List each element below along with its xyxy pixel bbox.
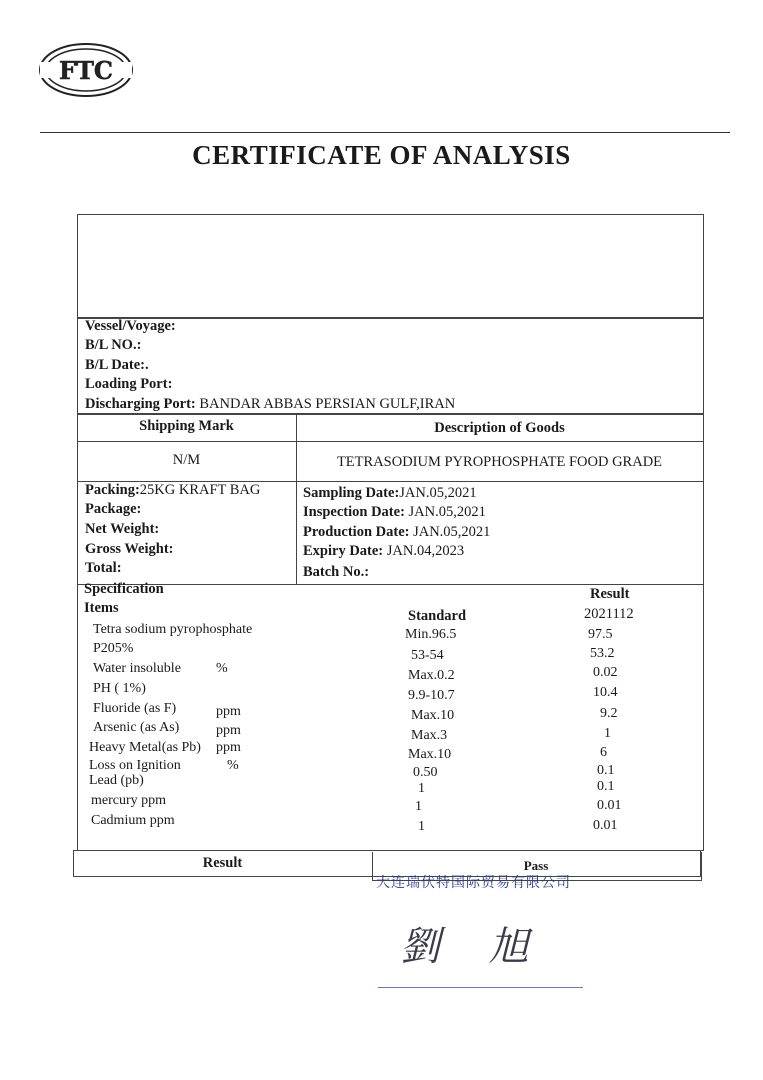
vessel-label: Vessel/Voyage: (85, 318, 176, 334)
company-logo (38, 42, 134, 98)
spec-result-3: 10.4 (593, 685, 618, 700)
detail-left-1: Package: (85, 501, 142, 517)
spec-standard-6: Max.10 (408, 747, 452, 762)
spec-item-7: Loss on Ignition (89, 758, 181, 773)
description-header: Description of Goods (434, 420, 565, 436)
shipping-mark-value: N/M (172, 452, 201, 468)
result-value: Pass (523, 858, 549, 873)
detail-left-2: Net Weight: (85, 521, 160, 537)
spec-item-10: Cadmium ppm (91, 813, 175, 828)
spec-unit-7: % (227, 758, 239, 773)
shipping-mark-header: Shipping Mark (139, 418, 234, 434)
company-seal: 大连瑞伏特国际贸易有限公司 (376, 875, 571, 891)
spec-item-8: Lead (pb) (89, 773, 144, 788)
description-value: TETRASODIUM PYROPHOSPHATE FOOD GRADE (336, 454, 663, 470)
spec-item-0: Tetra sodium pyrophosphate (93, 622, 253, 637)
spec-standard-2: Max.0.2 (408, 668, 455, 683)
signature-line (378, 987, 583, 988)
discharging-port-value: BANDAR ABBAS PERSIAN GULF,IRAN (199, 396, 456, 412)
spec-result-1: 53.2 (590, 646, 615, 661)
spec-standard-7: 0.50 (413, 765, 438, 780)
bl-no-label: B/L NO.: (85, 337, 142, 353)
loading-port-label: Loading Port: (85, 376, 173, 392)
detail-left-3: Gross Weight: (85, 541, 174, 557)
detail-right-3: Expiry Date: JAN.04,2023 (303, 543, 465, 559)
spec-result-4: 9.2 (600, 706, 618, 721)
spec-standard-9: 1 (415, 799, 422, 814)
spec-standard-3: 9.9-10.7 (408, 688, 455, 703)
spec-result-5: 1 (604, 726, 611, 741)
spec-item-3: PH ( 1%) (93, 681, 146, 696)
signature: 劉 旭 (400, 924, 547, 970)
header-divider (40, 132, 730, 133)
spec-result-10: 0.01 (593, 818, 618, 833)
detail-right-1: Inspection Date: JAN.05,2021 (303, 504, 486, 520)
spec-unit-5: ppm (216, 723, 241, 738)
bl-date-label: B/L Date:. (85, 357, 149, 373)
detail-left-0: Packing:25KG KRAFT BAG (85, 482, 261, 498)
detail-right-4: Batch No.: (303, 564, 370, 580)
empty-header-box (77, 214, 704, 319)
items-label: Items (84, 600, 119, 616)
spec-item-5: Arsenic (as As) (93, 720, 180, 735)
spec-result-2: 0.02 (593, 665, 618, 680)
discharging-port-label: Discharging Port: (85, 396, 196, 412)
spec-unit-4: ppm (216, 704, 241, 719)
detail-left-4: Total: (85, 560, 122, 576)
batch-value: 2021112 (584, 606, 634, 622)
standard-header: Standard (408, 608, 467, 624)
spec-item-6: Heavy Metal(as Pb) (89, 740, 201, 755)
spec-result-0: 97.5 (588, 627, 613, 642)
spec-standard-10: 1 (418, 819, 425, 834)
spec-item-2: Water insoluble (93, 661, 181, 676)
detail-right-2: Production Date: JAN.05,2021 (303, 524, 491, 540)
spec-standard-8: 1 (418, 781, 425, 796)
discharging-port (85, 396, 455, 413)
spec-standard-0: Min.96.5 (405, 627, 457, 642)
spec-unit-6: ppm (216, 740, 241, 755)
detail-right-0: Sampling Date:JAN.05,2021 (303, 485, 477, 501)
spec-result-9: 0.01 (597, 798, 622, 813)
spec-item-1: P205% (93, 641, 134, 656)
spec-result-8: 0.1 (597, 779, 615, 794)
spec-item-4: Fluoride (as F) (93, 701, 177, 716)
spec-result-6: 6 (600, 745, 607, 760)
spec-result-7: 0.1 (597, 763, 615, 778)
spec-unit-2: % (216, 661, 228, 676)
logo-text: FTC (59, 56, 113, 85)
specification-label: Specification (84, 581, 164, 597)
details-column-divider (296, 481, 297, 584)
spec-item-9: mercury ppm (91, 793, 167, 808)
result-label: Result (202, 855, 243, 871)
result-header: Result (590, 586, 630, 602)
document-title: CERTIFICATE OF ANALYSIS (192, 140, 571, 170)
spec-standard-1: 53-54 (411, 648, 444, 663)
spec-standard-4: Max.10 (411, 708, 455, 723)
spec-standard-5: Max.3 (411, 728, 448, 743)
